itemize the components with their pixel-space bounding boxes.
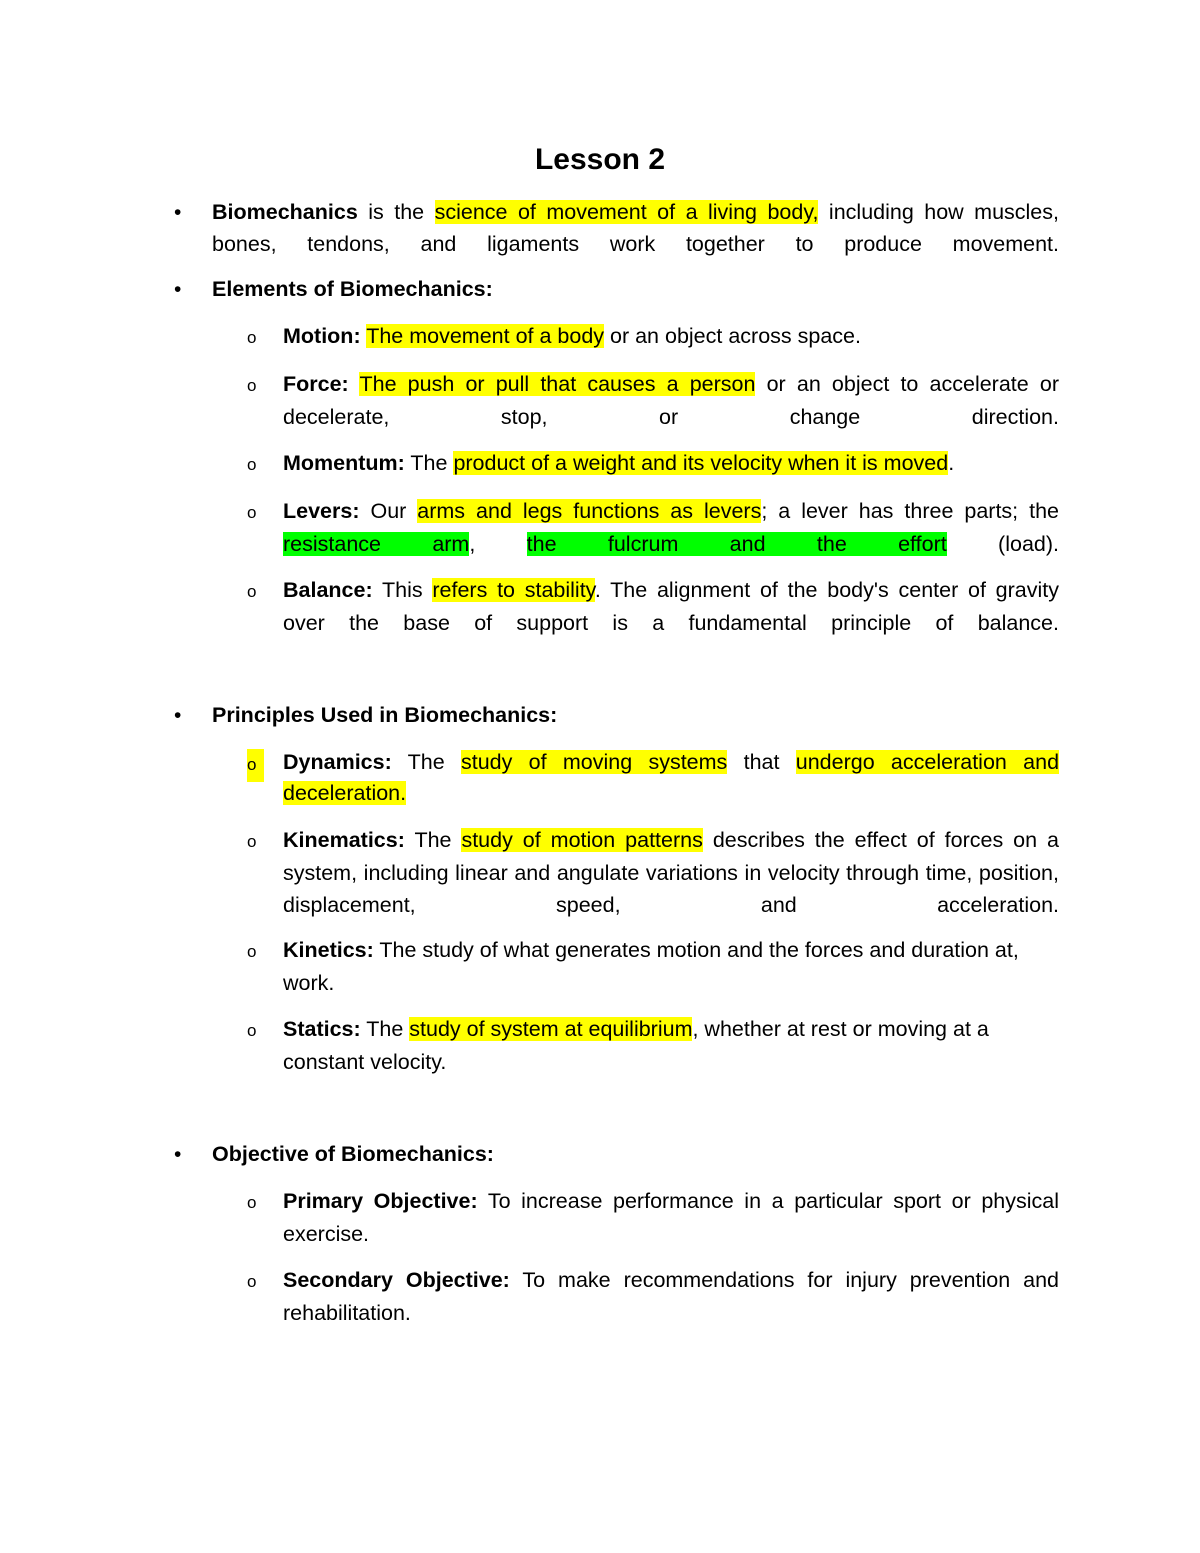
text: The bbox=[391, 750, 461, 774]
highlight: study of system at equilibrium bbox=[409, 1017, 693, 1041]
sub-bullet: o bbox=[247, 1021, 257, 1040]
term: Force: bbox=[283, 372, 349, 396]
text: including how muscles, bones, tendons, and ligaments work together to produce movement. bbox=[212, 200, 1059, 256]
section-heading-objective bbox=[212, 1139, 1059, 1171]
term: Dynamics: bbox=[283, 750, 392, 774]
sub-bullet: o bbox=[247, 1272, 257, 1291]
text: or an object across space. bbox=[604, 324, 861, 348]
text: (load). bbox=[946, 531, 1059, 556]
text: ; a lever has three parts; the bbox=[761, 499, 1059, 523]
term: Kinematics: bbox=[283, 828, 405, 852]
item-balance bbox=[283, 574, 1059, 672]
term: Levers: bbox=[283, 499, 360, 523]
sub-bullet: o bbox=[247, 832, 257, 851]
item-momentum bbox=[283, 447, 1059, 480]
term: Kinetics: bbox=[283, 938, 374, 962]
text: To increase performance in a particular sport or physical exercise. bbox=[283, 1189, 1059, 1246]
sub-bullet: o bbox=[247, 582, 257, 601]
text: The bbox=[404, 828, 462, 852]
sub-bullet: o bbox=[247, 376, 257, 395]
highlight: The push or pull that causes a person bbox=[359, 372, 756, 396]
heading-text: Principles Used in Biomechanics: bbox=[212, 703, 558, 727]
term: Biomechanics bbox=[212, 200, 358, 224]
bullet: • bbox=[174, 704, 182, 727]
green-highlight: resistance arm bbox=[283, 531, 470, 556]
term: Primary Objective: bbox=[283, 1189, 478, 1213]
section-heading-principles bbox=[212, 700, 1059, 732]
term: Balance: bbox=[283, 578, 373, 602]
sub-bullet: o bbox=[247, 1193, 257, 1212]
highlight: product of a weight and its velocity when it is moved bbox=[453, 451, 949, 475]
bullet: • bbox=[174, 1143, 182, 1166]
text: that bbox=[727, 750, 796, 774]
highlight: refers to stability bbox=[432, 578, 595, 602]
highlight: undergo acceleration and deceleration. bbox=[283, 750, 1060, 805]
term: Momentum: bbox=[283, 451, 405, 475]
text: The study of what generates motion and the forces and duration at, work. bbox=[283, 938, 1019, 995]
page-title: Lesson 2 bbox=[534, 143, 666, 176]
text: . bbox=[948, 451, 955, 475]
sub-bullet: o bbox=[247, 942, 257, 961]
text: To make recommendations for injury prevention and rehabilitation. bbox=[283, 1268, 1059, 1325]
heading-text: Elements of Biomechanics: bbox=[212, 277, 493, 301]
text: The bbox=[404, 451, 454, 475]
item-kinetics bbox=[283, 934, 1059, 999]
sub-bullet: o bbox=[247, 749, 264, 782]
item-motion bbox=[283, 320, 1059, 353]
sub-bullet: o bbox=[247, 328, 257, 347]
highlight: science of movement of a living body, bbox=[434, 200, 819, 224]
term: Secondary Objective: bbox=[283, 1268, 510, 1292]
text: The bbox=[360, 1017, 410, 1041]
text: describes the effect of forces on a system, including linear and angulate variations in velocity through time, position, displacement, speed, and acceleration. bbox=[283, 828, 1059, 917]
sub-bullet: o bbox=[247, 503, 257, 522]
text: or an object to accelerate or decelerate, stop, or change direction. bbox=[283, 372, 1059, 429]
bullet: • bbox=[174, 278, 182, 301]
term: Motion: bbox=[283, 324, 361, 348]
text: , whether at rest or moving at a constant velocity. bbox=[283, 1017, 989, 1074]
highlight: study of motion patterns bbox=[461, 828, 703, 852]
term: Statics: bbox=[283, 1017, 361, 1041]
item-statics bbox=[283, 1013, 1059, 1078]
text: . The alignment of the body's center of gravity over the base of support is a fundamental principle of balance. bbox=[283, 578, 1059, 635]
text: , bbox=[469, 531, 527, 556]
section-heading-elements bbox=[212, 274, 1059, 306]
text: This bbox=[372, 578, 433, 602]
text: is the bbox=[357, 200, 435, 224]
item-secondary-objective bbox=[283, 1264, 1059, 1362]
heading-text: Objective of Biomechanics: bbox=[212, 1142, 494, 1166]
highlight: arms and legs functions as levers bbox=[417, 499, 762, 523]
highlight: The movement of a body bbox=[366, 324, 605, 348]
green-highlight: the fulcrum and the effort bbox=[526, 531, 947, 556]
text: Our bbox=[359, 499, 418, 523]
highlight: study of moving systems bbox=[460, 750, 728, 774]
bullet: • bbox=[174, 201, 182, 224]
sub-bullet: o bbox=[247, 455, 257, 474]
text bbox=[349, 372, 360, 396]
